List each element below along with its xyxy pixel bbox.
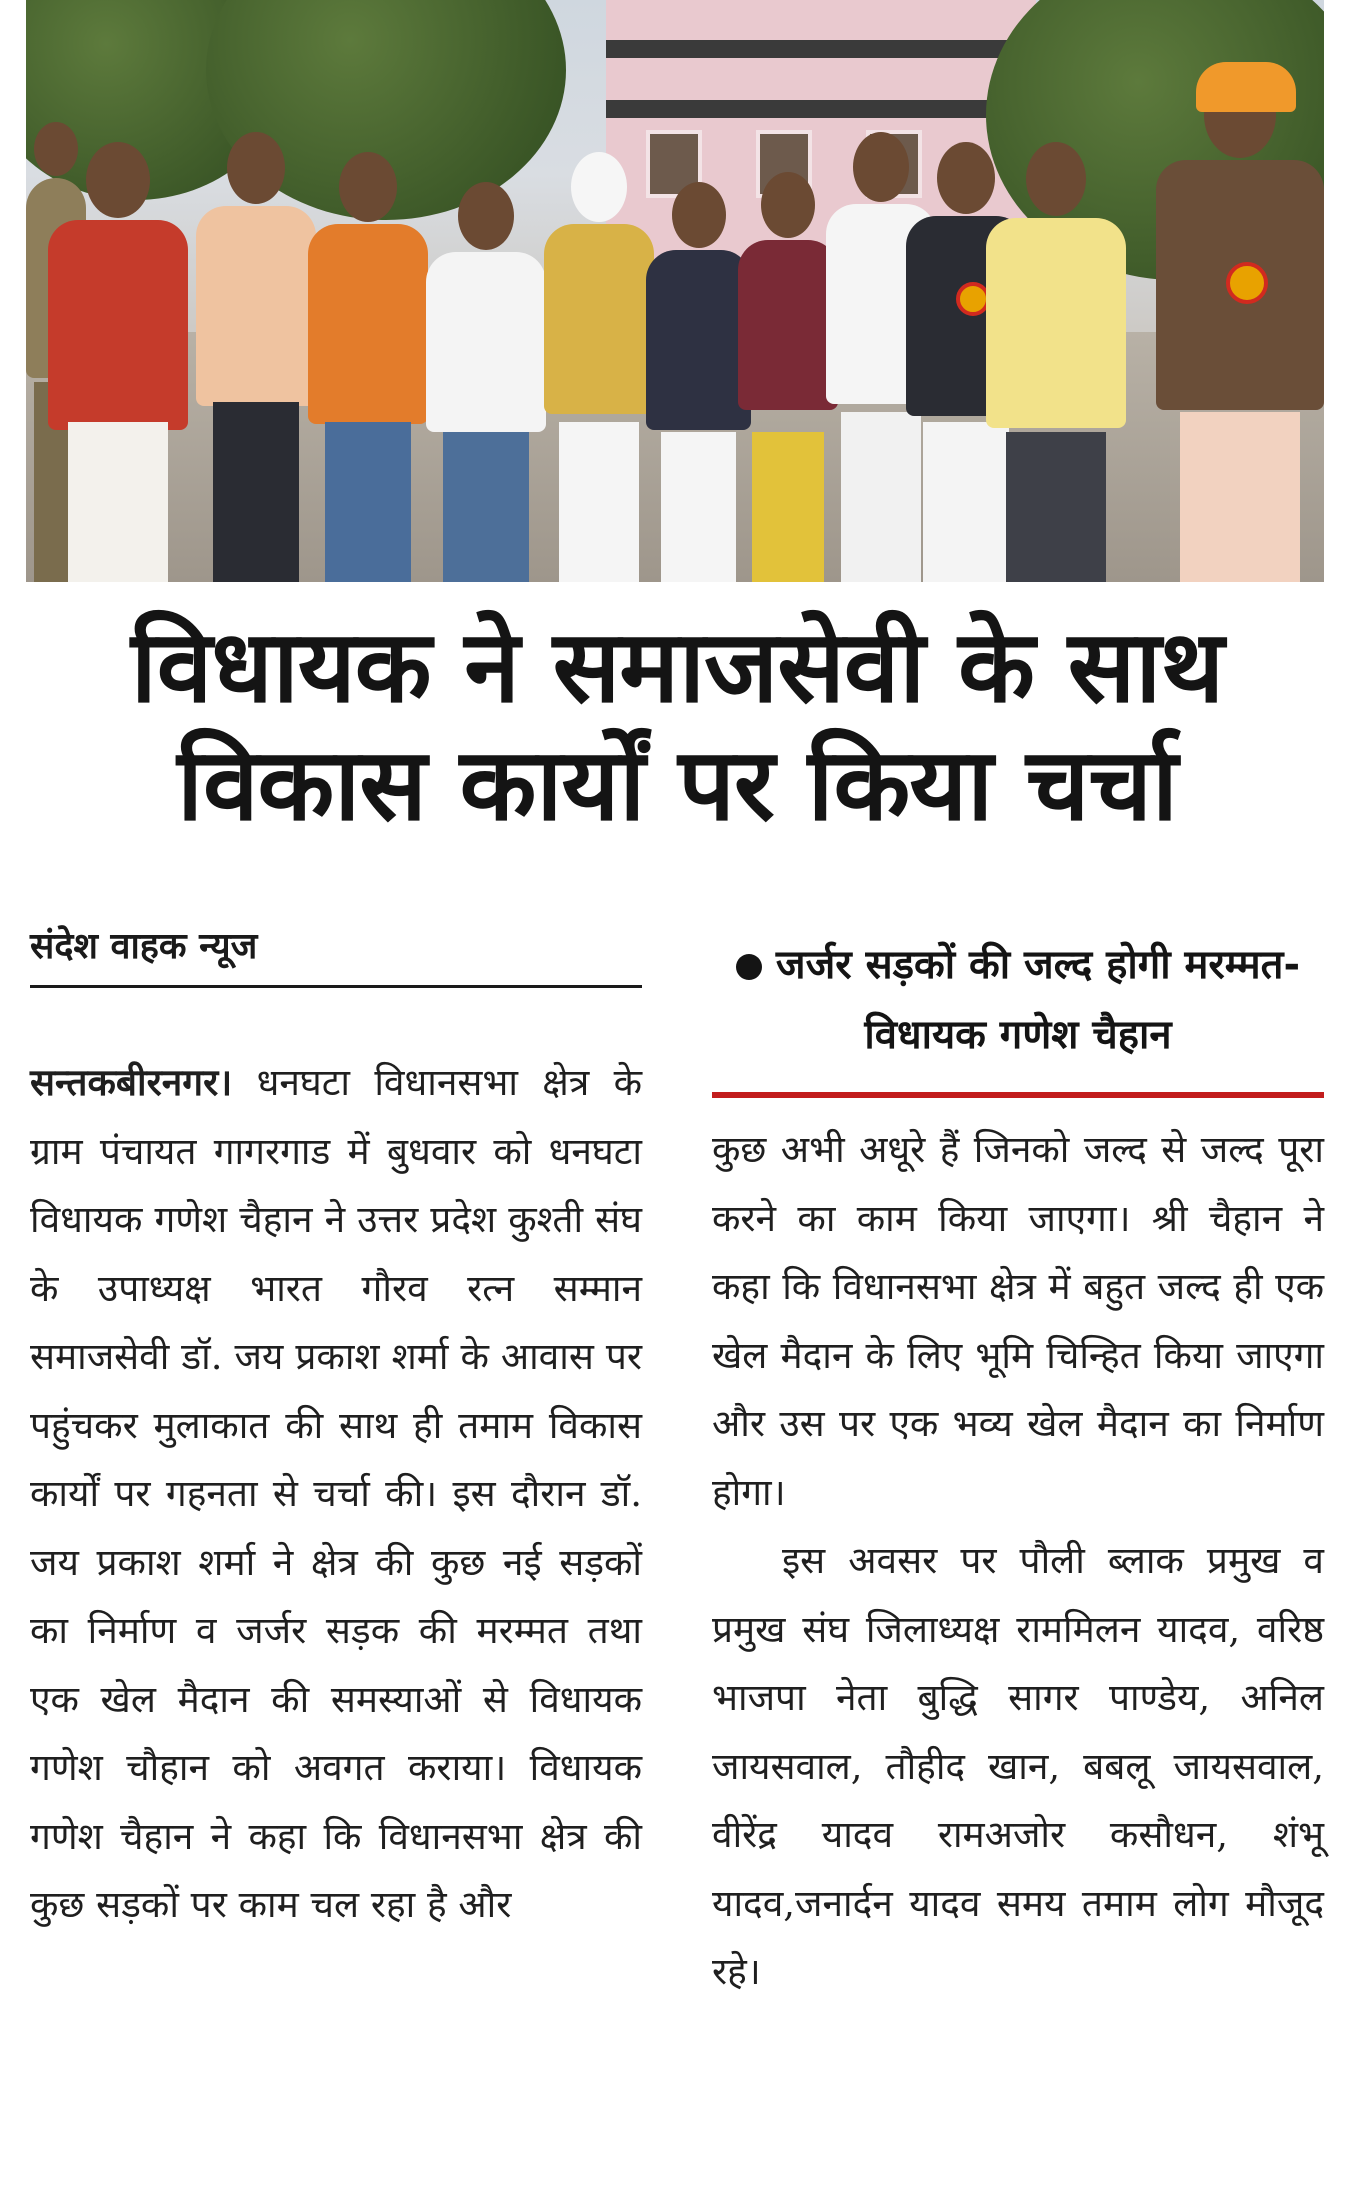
article-column-right <box>712 1116 1324 2007</box>
bullet-icon <box>736 954 762 980</box>
article-text-col2-p1: कुछ अभी अधूरे हैं जिनको जल्द से जल्द पूरा करने का काम किया जाएगा। श्री चैहान ने कहा कि विधानसभा क्षेत्र में बहुत जल्द ही एक खेल मैदान के लिए भूमि चिन्हित किया जाएगा और उस पर एक भव्य खेल मैदान का निर्माण होगा। <box>712 1128 1324 1514</box>
headline: विधायक ने समाजसेवी के साथ विकास कार्यों पर किया चर्चा <box>130 608 1224 843</box>
article-column-left <box>30 1048 642 1940</box>
red-rule <box>712 1092 1324 1098</box>
subheading <box>712 930 1324 1070</box>
byline: संदेश वाहक न्यूज <box>30 920 642 988</box>
subheading-text: जर्जर सड़कों की जल्द होगी मरम्मत-विधायक गणेश चैहान <box>775 942 1301 1058</box>
news-photo <box>26 0 1324 582</box>
article-text-col1: धनघटा विधानसभा क्षेत्र के ग्राम पंचायत गागरगाड में बुधवार को धनघटा विधायक गणेश चैहान ने उत्तर प्रदेश कुश्ती संघ के उपाध्यक्ष भारत गौरव रत्न सम्मान समाजसेवी डॉ. जय प्रकाश शर्मा के आवास पर पहुंचकर मुलाकात की साथ ही तमाम विकास कार्यों पर गहनता से चर्चा की। इस दौरान डॉ. जय प्रकाश शर्मा ने क्षेत्र की कुछ नई सड़कों का निर्माण व जर्जर सड़क की मरम्मत तथा एक खेल मैदान की समस्याओं से विधायक गणेश चौहान को अवगत कराया। विधायक गणेश चैहान ने कहा कि विधानसभा क्षेत्र की कुछ सड़कों पर काम चल रहा है और <box>30 1061 642 1926</box>
article-text-col2-p2: इस अवसर पर पौली ब्लाक प्रमुख व प्रमुख संघ जिलाध्यक्ष राममिलन यादव, वरिष्ठ भाजपा नेता बुद्धि सागर पाण्डेय, अनिल जायसवाल, तौहीद खान, बबलू जायसवाल, वीरेंद्र यादव रामअजोर कसौधन, शंभू यादव,जनार्दन यादव समय तमाम लोग मौजूद रहे। <box>712 1539 1324 1993</box>
dateline: सन्तकबीरनगर। <box>30 1060 233 1104</box>
